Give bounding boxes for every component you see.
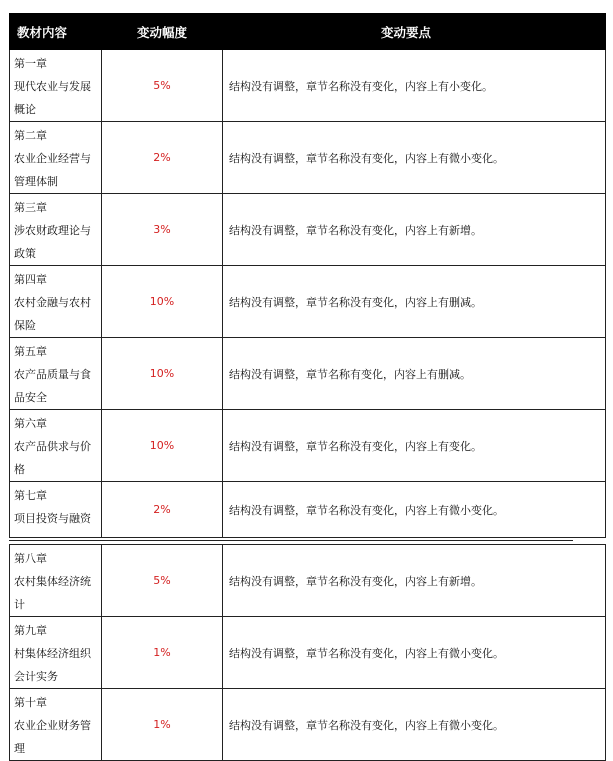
chapter-name: 第四章 — [14, 273, 47, 286]
table-row — [10, 689, 606, 761]
table-header-row — [10, 14, 606, 50]
table-row — [10, 194, 606, 266]
chapter-cell — [10, 689, 102, 761]
change-points: 结构没有调整，章节名称没有变化，内容上有变化。 — [223, 410, 606, 482]
change-points: 结构没有调整，章节名称没有变化，内容上有小变化。 — [223, 50, 606, 122]
change-points: 结构没有调整，章节名称没有变化，内容上有微小变化。 — [223, 122, 606, 194]
chapter-topic: 涉农财政理论与政策 — [14, 224, 91, 260]
change-percent: 3% — [102, 194, 223, 266]
change-points: 结构没有调整，章节名称有变化，内容上有删减。 — [223, 338, 606, 410]
chapter-name: 第二章 — [14, 129, 47, 142]
chapter-topic: 现代农业与发展概论 — [14, 80, 91, 116]
chapter-cell — [10, 50, 102, 122]
change-percent: 10% — [102, 338, 223, 410]
chapter-cell — [10, 410, 102, 482]
change-percent: 2% — [102, 482, 223, 538]
changes-table-part1 — [9, 13, 606, 538]
page-divider — [9, 540, 573, 541]
chapter-topic: 农业企业经营与管理体制 — [14, 152, 91, 188]
chapter-cell — [10, 338, 102, 410]
chapter-cell — [10, 194, 102, 266]
table-row — [10, 410, 606, 482]
chapter-name: 第十章 — [14, 696, 47, 709]
change-percent: 5% — [102, 50, 223, 122]
chapter-cell — [10, 545, 102, 617]
table-row — [10, 482, 606, 538]
chapter-topic: 农村金融与农村保险 — [14, 296, 91, 332]
chapter-name: 第六章 — [14, 417, 47, 430]
chapter-topic: 项目投资与融资 — [14, 512, 91, 525]
table-row — [10, 122, 606, 194]
chapter-name: 第八章 — [14, 552, 47, 565]
chapter-topic: 农产品质量与食品安全 — [14, 368, 91, 404]
change-points: 结构没有调整，章节名称没有变化，内容上有微小变化。 — [223, 617, 606, 689]
change-percent: 10% — [102, 266, 223, 338]
change-percent: 10% — [102, 410, 223, 482]
table-row — [10, 617, 606, 689]
chapter-name: 第七章 — [14, 489, 47, 502]
chapter-topic: 农产品供求与价格 — [14, 440, 91, 476]
change-points: 结构没有调整，章节名称没有变化，内容上有新增。 — [223, 194, 606, 266]
change-percent: 1% — [102, 689, 223, 761]
chapter-cell — [10, 266, 102, 338]
chapter-cell — [10, 482, 102, 538]
change-percent: 1% — [102, 617, 223, 689]
change-points: 结构没有调整，章节名称没有变化，内容上有新增。 — [223, 545, 606, 617]
chapter-name: 第一章 — [14, 57, 47, 70]
header-points: 变动要点 — [223, 14, 606, 50]
table-row — [10, 50, 606, 122]
change-points: 结构没有调整，章节名称没有变化，内容上有微小变化。 — [223, 689, 606, 761]
chapter-topic: 村集体经济组织会计实务 — [14, 647, 91, 683]
header-change: 变动幅度 — [102, 14, 223, 50]
chapter-topic: 农村集体经济统计 — [14, 575, 91, 611]
chapter-name: 第三章 — [14, 201, 47, 214]
change-percent: 2% — [102, 122, 223, 194]
chapter-cell — [10, 122, 102, 194]
chapter-name: 第九章 — [14, 624, 47, 637]
change-percent: 5% — [102, 545, 223, 617]
chapter-topic: 农业企业财务管理 — [14, 719, 91, 755]
change-points: 结构没有调整，章节名称没有变化，内容上有删减。 — [223, 266, 606, 338]
changes-table-part2 — [9, 544, 606, 761]
table-row — [10, 545, 606, 617]
table-row — [10, 338, 606, 410]
change-points: 结构没有调整，章节名称没有变化，内容上有微小变化。 — [223, 482, 606, 538]
chapter-cell — [10, 617, 102, 689]
table-row — [10, 266, 606, 338]
chapter-name: 第五章 — [14, 345, 47, 358]
header-content: 教材内容 — [10, 14, 102, 50]
